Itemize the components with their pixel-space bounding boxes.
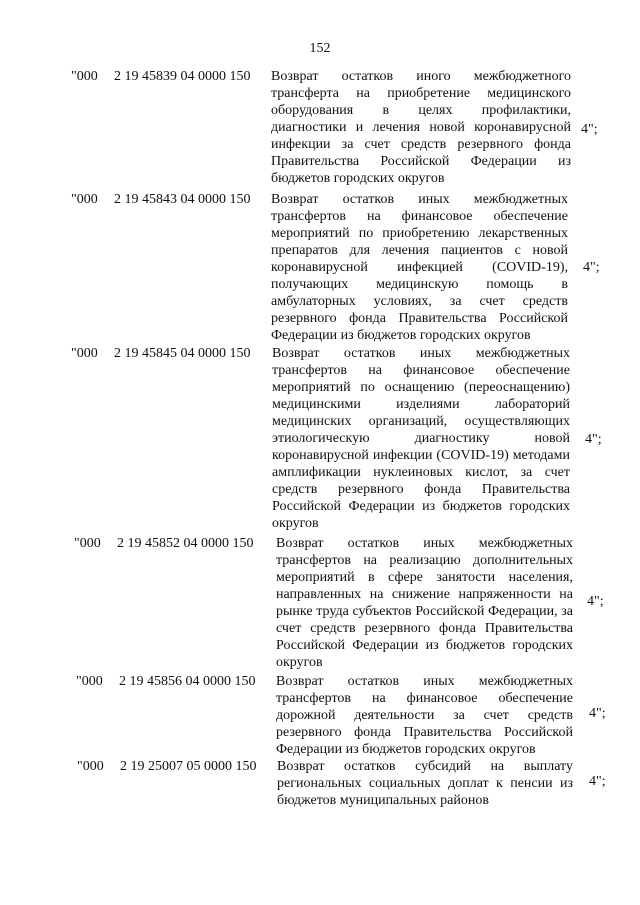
entry-suffix: 4"; xyxy=(587,594,604,609)
entry-description: Возврат остатков субсидий на выплату региональных социальных доплат к пенсии из бюджетов муниципальных районов xyxy=(277,759,573,808)
classification-code: 2 19 45845 04 0000 150 xyxy=(114,346,251,361)
classification-code: 2 19 45852 04 0000 150 xyxy=(117,536,254,551)
entry-description: Возврат остатков иных межбюджетных трансфертов на финансовое обеспечение дорожной деятельности за счет средств резервного фонда Правительства Российской Федерации из бюджетов городских округов xyxy=(276,674,573,757)
classification-code: 2 19 45839 04 0000 150 xyxy=(114,69,251,84)
entry-description: Возврат остатков иных межбюджетных трансфертов на финансовое обеспечение мероприятий по приобретению лекарственных препаратов для лечения пациентов с новой коронавирусной инфекцией (COVID-19), получающих медицинскую помощь в амбулаторных условиях, за счет средств резервного фонда Правительства Российской Федерации из бюджетов городских округов xyxy=(271,192,568,343)
entry-suffix: 4"; xyxy=(585,432,602,447)
entry-suffix: 4"; xyxy=(581,122,598,137)
classification-code: 2 19 25007 05 0000 150 xyxy=(120,759,257,774)
entry-suffix: 4"; xyxy=(583,260,600,275)
entry-suffix: 4"; xyxy=(589,774,606,789)
code-prefix: "000 xyxy=(74,536,101,551)
code-prefix: "000 xyxy=(76,674,103,689)
code-prefix: "000 xyxy=(71,346,98,361)
code-prefix: "000 xyxy=(71,69,98,84)
classification-code: 2 19 45843 04 0000 150 xyxy=(114,192,251,207)
code-prefix: "000 xyxy=(77,759,104,774)
entry-description: Возврат остатков иного межбюджетного трансферта на приобретение медицинского оборудования в целях профилактики, диагностики и лечения новой коронавирусной инфекции за счет средств резервного фонда Правительства Российской Федерации из бюджетов городских округов xyxy=(271,69,571,186)
classification-code: 2 19 45856 04 0000 150 xyxy=(119,674,256,689)
page-number: 152 xyxy=(309,41,331,56)
entry-suffix: 4"; xyxy=(589,706,606,721)
entry-description: Возврат остатков иных межбюджетных трансфертов на реализацию дополнительных мероприятий в сфере занятости населения, направленных на снижение напряженности на рынке труда субъектов Российской Федерации, за счет средств резервного фонда Правительства Российской Федерации из бюджетов городских округов xyxy=(276,536,573,670)
code-prefix: "000 xyxy=(71,192,98,207)
entry-description: Возврат остатков иных межбюджетных трансфертов на финансовое обеспечение мероприятий по оснащению (переоснащению) медицинскими изделиями лабораторий медицинских организаций, осуществляющих этиологическую диагностику новой коронавирусной инфекции (COVID-19) методами амплификации нуклеиновых кислот, за счет средств резервного фонда Правительства Российской Федерации из бюджетов городских округов xyxy=(272,346,570,531)
